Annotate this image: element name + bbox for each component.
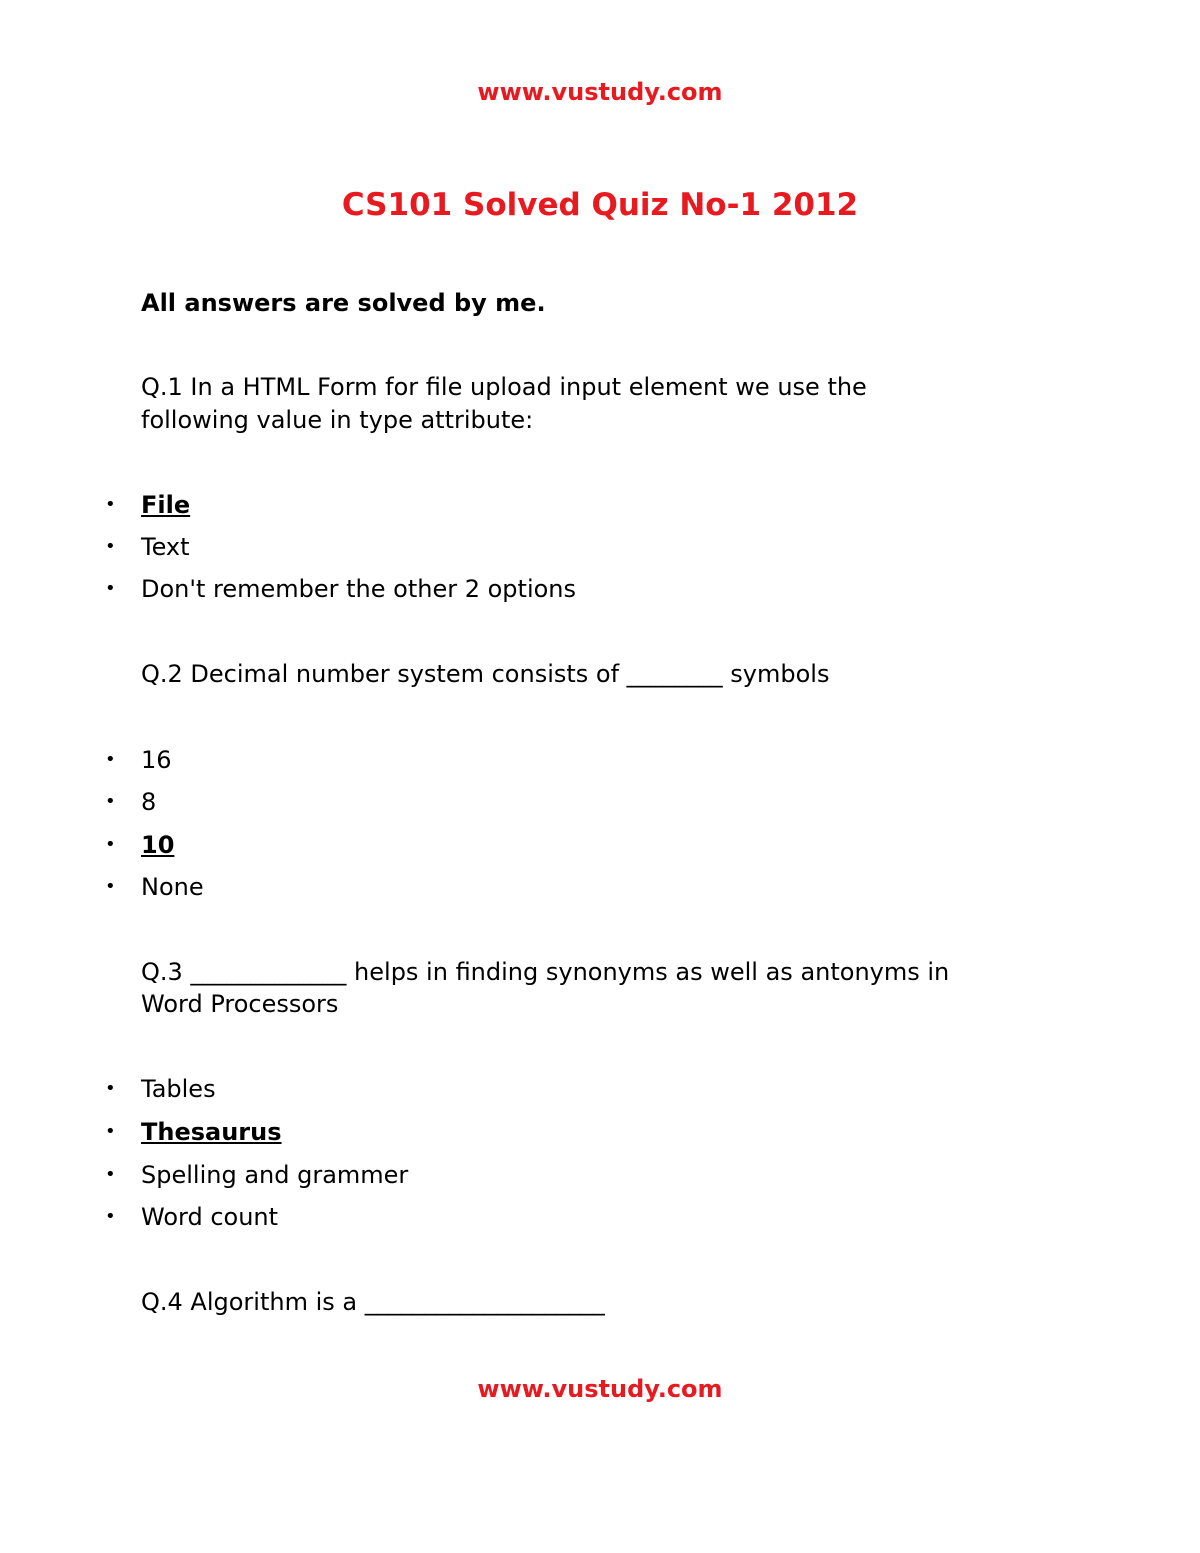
question-1-option: Don't remember the other 2 options (141, 575, 577, 603)
question-2-option: 8 (141, 788, 157, 816)
question-3-line-1: Q.3 _____________ helps in finding synonyms as well as antonyms in (141, 958, 950, 986)
question-1-option-correct: File (141, 491, 191, 519)
bullet-icon: • (105, 791, 116, 812)
question-2-option: 16 (141, 746, 172, 774)
question-2-option: None (141, 873, 204, 901)
header-site-link[interactable]: www.vustudy.com (477, 78, 723, 106)
question-2-option-correct: 10 (141, 831, 175, 859)
bullet-icon: • (105, 578, 116, 599)
question-4-line-1: Q.4 Algorithm is a ____________________ (141, 1288, 605, 1316)
bullet-icon: • (105, 876, 116, 897)
bullet-icon: • (105, 1121, 116, 1142)
bullet-icon: • (105, 536, 116, 557)
bullet-icon: • (105, 749, 116, 770)
bullet-icon: • (105, 1078, 116, 1099)
intro-text: All answers are solved by me. (141, 289, 546, 317)
question-3-option-correct: Thesaurus (141, 1118, 282, 1146)
question-2-line-1: Q.2 Decimal number system consists of ________ symbols (141, 660, 830, 688)
question-3-option: Tables (141, 1075, 216, 1103)
bullet-icon: • (105, 1164, 116, 1185)
question-1-line-1: Q.1 In a HTML Form for file upload input element we use the (141, 373, 867, 401)
bullet-icon: • (105, 834, 116, 855)
footer-site-link[interactable]: www.vustudy.com (477, 1375, 723, 1403)
bullet-icon: • (105, 494, 116, 515)
question-3-option: Word count (141, 1203, 279, 1231)
question-1-option: Text (141, 533, 190, 561)
question-1-line-2: following value in type attribute: (141, 406, 534, 434)
bullet-icon: • (105, 1206, 116, 1227)
question-3-line-2: Word Processors (141, 990, 339, 1018)
question-3-option: Spelling and grammer (141, 1161, 409, 1189)
page-title: CS101 Solved Quiz No-1 2012 (341, 187, 859, 223)
